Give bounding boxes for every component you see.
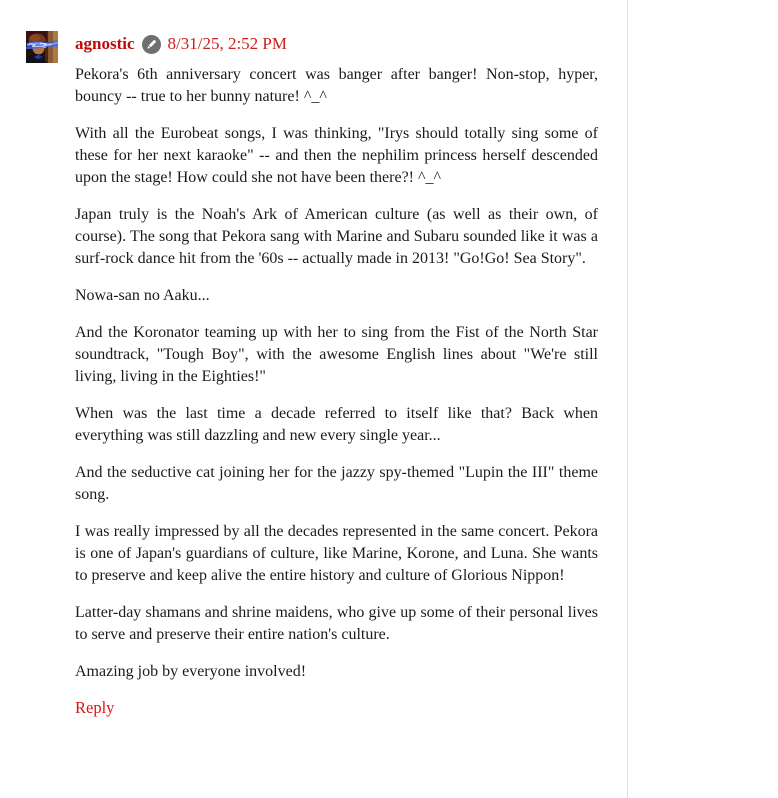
comment-paragraph: With all the Eurobeat songs, I was thinking, "Irys should totally sing some of these for her next karaoke" -- and then the nephilim princess herself descended upon the stage! How could she not have been there?! ^_^ — [75, 125, 598, 186]
comment-paragraph: And the seductive cat joining her for the jazzy spy-themed "Lupin the III" theme song. — [75, 464, 598, 503]
user-avatar[interactable] — [26, 31, 58, 63]
comment-timestamp: 8/31/25, 2:52 PM — [167, 34, 287, 53]
comment-paragraph: Japan truly is the Noah's Ark of American culture (as well as their own, of course). The song that Pekora sang with Marine and Subaru sounded like it was a surf-rock dance hit from the '60s -- actually made in 2013! "Go!Go! Sea Story". — [75, 206, 598, 267]
comment-paragraph: Pekora's 6th anniversary concert was banger after banger! Non-stop, hyper, bouncy -- true to her bunny nature! ^_^ — [75, 66, 598, 105]
avatar-image — [26, 31, 58, 63]
comment-paragraph: Amazing job by everyone involved! — [75, 663, 307, 680]
comment-paragraph: Nowa-san no Aaku... — [75, 287, 210, 304]
pencil-icon[interactable] — [142, 35, 161, 54]
comment-content — [75, 31, 598, 732]
comment-paragraph: I was really impressed by all the decades represented in the same concert. Pekora is one of Japan's guardians of culture, like Marine, Korone, and Luna. She wants to preserve and keep alive the entire history and culture of Glorious Nippon! — [75, 523, 598, 584]
reply-button[interactable]: Reply — [75, 698, 115, 717]
comment-paragraph: Latter-day shamans and shrine maidens, who give up some of their personal lives to serve and preserve their entire nation's culture. — [75, 604, 598, 643]
comment-body — [75, 64, 598, 683]
comment-author[interactable]: agnostic — [75, 34, 135, 53]
comment-header — [75, 33, 598, 55]
comment-paragraph: When was the last time a decade referred to itself like that? Back when everything was still dazzling and new every single year... — [75, 405, 598, 444]
comment-paragraph: And the Koronator teaming up with her to sing from the Fist of the North Star soundtrack, "Tough Boy", with the awesome English lines about "We're still living, living in the Eighties!" — [75, 324, 598, 385]
